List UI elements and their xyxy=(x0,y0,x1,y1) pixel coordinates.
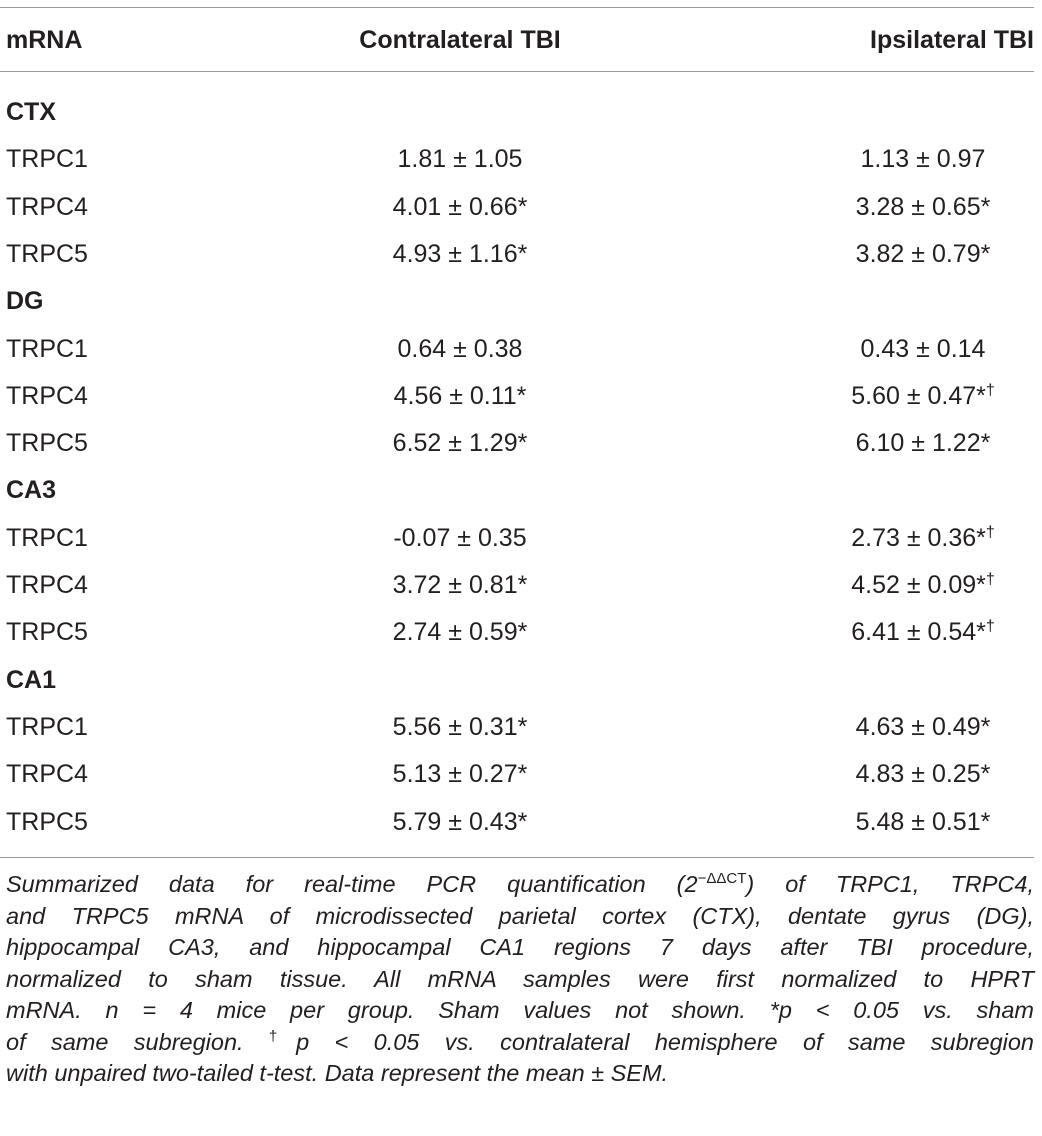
section-row xyxy=(0,88,1042,136)
gene-cell: TRPC4 xyxy=(6,192,88,221)
table-row xyxy=(0,419,1042,467)
ipsilateral-value: 4.83 ± 0.25* xyxy=(855,760,991,789)
contralateral-cell: 4.01 ± 0.66* xyxy=(392,192,528,221)
contralateral-cell: 2.74 ± 0.59* xyxy=(392,618,528,647)
ipsilateral-value: 1.13 ± 0.97 xyxy=(860,145,986,174)
section-label: CA1 xyxy=(6,665,57,694)
caption-superscript: −ΔΔCT xyxy=(697,870,747,887)
table-row xyxy=(0,798,1042,846)
contralateral-cell: 5.56 ± 0.31* xyxy=(392,712,528,741)
gene-cell: TRPC5 xyxy=(6,807,88,836)
ipsilateral-cell xyxy=(808,561,1038,609)
table-header-row xyxy=(0,16,1042,64)
gene-cell: TRPC1 xyxy=(6,712,88,741)
caption-line-7: with unpaired two-tailed t-test. Data represent the mean ± SEM. xyxy=(6,1060,669,1086)
contralateral-cell: 3.72 ± 0.81* xyxy=(392,571,528,599)
dagger-mark: † xyxy=(985,381,995,399)
section-row xyxy=(0,277,1042,325)
header-mrna: mRNA xyxy=(6,26,83,54)
section-row xyxy=(0,466,1042,514)
contralateral-cell: 1.81 ± 1.05 xyxy=(397,145,523,174)
ipsilateral-value: 5.48 ± 0.51* xyxy=(855,807,991,836)
table-row xyxy=(0,608,1042,656)
contralateral-cell: 0.64 ± 0.38 xyxy=(397,334,523,363)
table-row xyxy=(0,561,1042,609)
contralateral-cell: 4.93 ± 1.16* xyxy=(392,239,528,268)
header-ipsilateral: Ipsilateral TBI xyxy=(870,26,1034,54)
table-caption xyxy=(6,869,1034,1090)
caption-line-2: and TRPC5 mRNA of microdissected parietal cortex (CTX), dentate gyrus (DG), xyxy=(6,902,1034,929)
ipsilateral-value: 3.28 ± 0.65* xyxy=(855,192,991,221)
caption-text: Summarized data for real-time PCR quantification (2 xyxy=(6,871,698,897)
caption-line-4: normalized to sham tissue. All mRNA samples were first normalized to HPRT xyxy=(6,965,1034,992)
bottom-rule xyxy=(0,857,1034,858)
ipsilateral-value: 4.52 ± 0.09* xyxy=(851,571,986,599)
ipsilateral-value: 5.60 ± 0.47* xyxy=(851,381,986,410)
section-label: CA3 xyxy=(6,476,57,505)
contralateral-cell: 5.79 ± 0.43* xyxy=(392,807,528,836)
table-row xyxy=(0,514,1042,562)
ipsilateral-value: 3.82 ± 0.79* xyxy=(855,239,991,268)
contralateral-cell: 6.52 ± 1.29* xyxy=(392,429,528,458)
caption-line-6 xyxy=(6,1027,1034,1059)
table-row xyxy=(0,135,1042,183)
section-label: CTX xyxy=(6,98,56,126)
table-row xyxy=(0,703,1042,751)
caption-text: ) of TRPC1, TRPC4, xyxy=(746,871,1034,897)
ipsilateral-value: 4.63 ± 0.49* xyxy=(855,712,991,741)
ipsilateral-value: 2.73 ± 0.36* xyxy=(851,523,986,552)
ipsilateral-cell xyxy=(808,514,1038,562)
dagger-mark: † xyxy=(985,571,995,588)
contralateral-cell: 5.13 ± 0.27* xyxy=(392,760,528,789)
gene-cell: TRPC5 xyxy=(6,429,88,458)
gene-cell: TRPC4 xyxy=(6,381,88,410)
gene-cell: TRPC1 xyxy=(6,334,88,363)
header-contralateral: Contralateral TBI xyxy=(359,26,561,54)
contralateral-cell: -0.07 ± 0.35 xyxy=(393,523,527,552)
section-row xyxy=(0,656,1042,704)
ipsilateral-cell xyxy=(808,230,1038,278)
table-row xyxy=(0,230,1042,278)
ipsilateral-cell xyxy=(808,183,1038,231)
ipsilateral-value: 0.43 ± 0.14 xyxy=(860,334,986,363)
ipsilateral-cell xyxy=(808,750,1038,798)
ipsilateral-cell xyxy=(808,135,1038,183)
ipsilateral-cell xyxy=(808,703,1038,751)
ipsilateral-cell xyxy=(808,419,1038,467)
ipsilateral-cell xyxy=(808,325,1038,373)
header-rule xyxy=(0,71,1034,72)
table-row xyxy=(0,325,1042,373)
section-label: DG xyxy=(6,287,44,316)
gene-cell: TRPC5 xyxy=(6,618,88,647)
ipsilateral-value: 6.10 ± 1.22* xyxy=(855,429,991,458)
caption-text: p < 0.05 vs. contralateral hemisphere of same subregion xyxy=(296,1028,1034,1055)
caption-line-1 xyxy=(6,869,1034,901)
dagger-mark: † xyxy=(985,618,995,636)
gene-cell: TRPC4 xyxy=(6,760,88,789)
gene-cell: TRPC1 xyxy=(6,523,88,552)
contralateral-cell: 4.56 ± 0.11* xyxy=(393,381,527,410)
caption-line-3: hippocampal CA3, and hippocampal CA1 regions 7 days after TBI procedure, xyxy=(6,934,1034,960)
gene-cell: TRPC4 xyxy=(6,571,88,599)
dagger-mark: † xyxy=(985,523,995,541)
gene-cell: TRPC1 xyxy=(6,145,88,174)
ipsilateral-cell xyxy=(808,798,1038,846)
top-rule xyxy=(0,7,1034,8)
table-row xyxy=(0,750,1042,798)
ipsilateral-cell xyxy=(808,608,1038,656)
table-row xyxy=(0,372,1042,420)
caption-text: of same subregion. xyxy=(6,1028,269,1055)
gene-cell: TRPC5 xyxy=(6,239,88,268)
ipsilateral-value: 6.41 ± 0.54* xyxy=(851,618,986,647)
caption-dagger: † xyxy=(268,1027,297,1045)
table-row xyxy=(0,183,1042,231)
ipsilateral-cell xyxy=(808,372,1038,420)
caption-line-5: mRNA. n = 4 mice per group. Sham values not shown. *p < 0.05 vs. sham xyxy=(6,997,1034,1023)
